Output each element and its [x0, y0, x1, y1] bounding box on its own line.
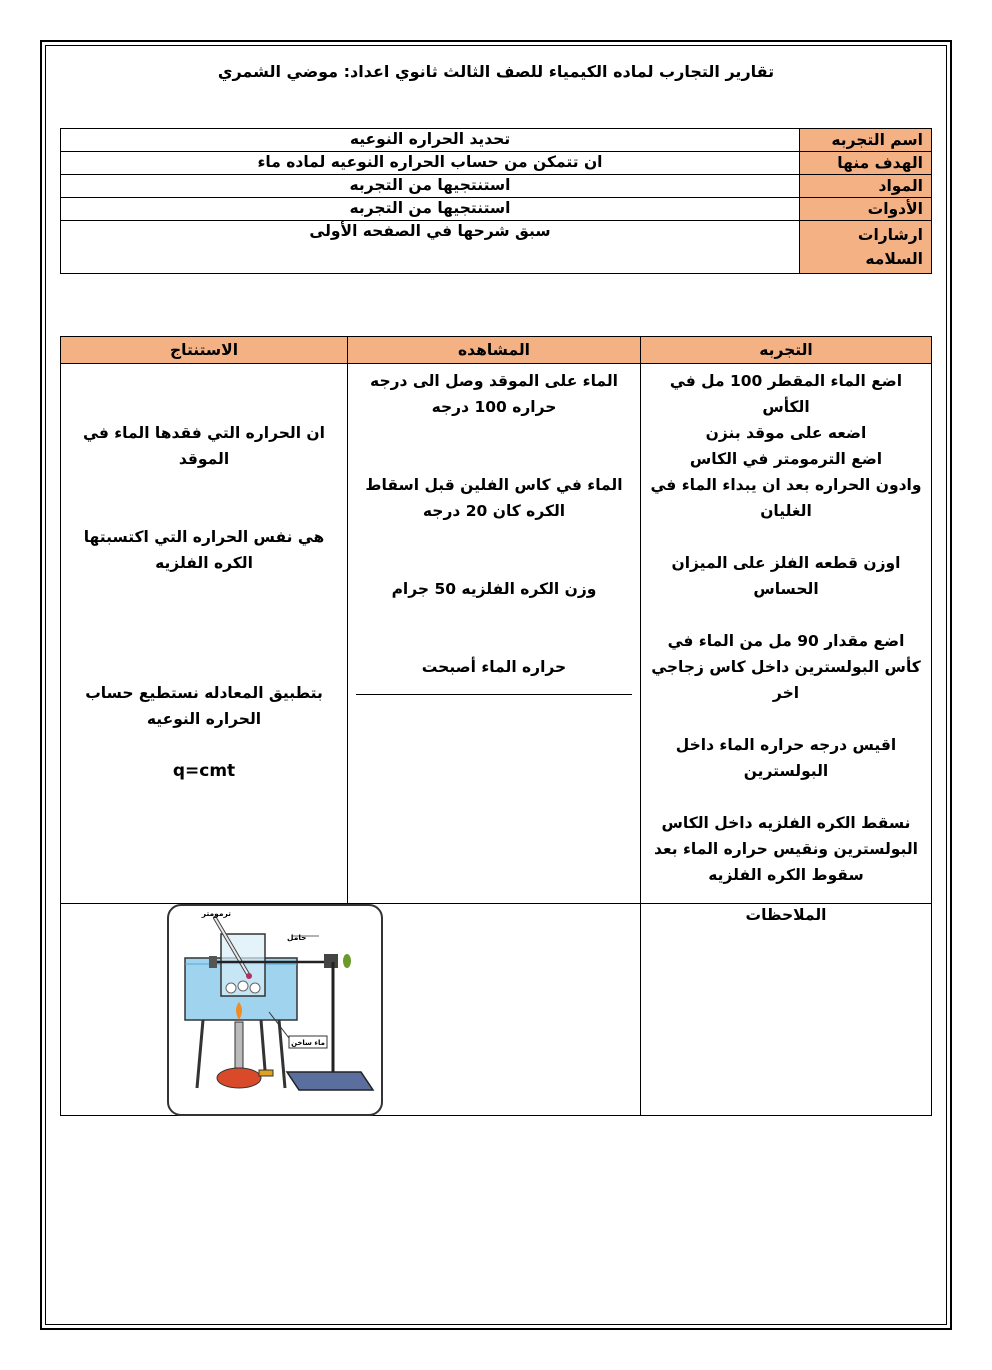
info-value: ان تتمكن من حساب الحراره النوعيه لماده ماء [61, 152, 800, 175]
step: نسقط الكره الفلزيه داخل الكاس البولسترين ونقيس حراره الماء بعد سقوط الكره الفلزيه [654, 814, 918, 884]
water-label: ماء ساخن [291, 1039, 325, 1047]
stand-base [287, 1072, 373, 1090]
step: اوزن قطعه الفلز على الميزان الحساس [671, 554, 901, 598]
info-row [61, 221, 932, 274]
thermometer-label: ترمومتر [201, 909, 231, 918]
conclusion: بتطبيق المعادله نستطيع حساب الحراره النوعيه [85, 684, 323, 728]
holder-label: حامل [287, 933, 307, 942]
page-title: تقارير التجارب لماده الكيمياء للصف الثالث ثانوي اعداد: موضي الشمري [217, 62, 775, 81]
apparatus-figure [167, 904, 383, 1116]
main-table [60, 336, 932, 1116]
info-row [61, 198, 932, 221]
info-label: اسم التجربه [800, 129, 932, 152]
info-label: الأدوات [800, 198, 932, 221]
answer-line [356, 694, 632, 695]
info-label: ارشارات السلامه [800, 221, 932, 274]
apparatus-illustration [169, 906, 381, 1114]
header-observation: المشاهده [348, 337, 641, 364]
observation: الماء في كاس الفلين قبل اسقاط الكره كان 20 درجه [365, 476, 623, 520]
info-label: المواد [800, 175, 932, 198]
step: اضع الترمومتر في الكاس [689, 450, 883, 468]
observation: وزن الكره الفلزيه 50 جرام [391, 580, 597, 598]
info-label: الهدف منها [800, 152, 932, 175]
info-value: استنتجيها من التجربه [61, 198, 800, 221]
experiment-steps [641, 364, 932, 904]
info-table [60, 128, 932, 274]
info-row [61, 129, 932, 152]
step: اقيس درجه حراره الماء داخل البولسترين [675, 736, 897, 780]
conclusion: هي نفس الحراره التي اكتسبتها الكره الفلزيه [83, 528, 325, 572]
step: اضع مقدار 90 مل من الماء في كأس البولسترين داخل كاس زجاجي اخر [651, 632, 921, 702]
info-value: استنتجيها من التجربه [61, 175, 800, 198]
step: وادون الحراره بعد ان يبداء الماء في الغليان [650, 476, 922, 520]
clamp-icon [324, 954, 338, 968]
observations [348, 364, 641, 904]
header-experiment: التجربه [641, 337, 932, 364]
conclusion: ان الحراره التي فقدها الماء في الموقد [83, 424, 325, 468]
info-row [61, 152, 932, 175]
step: اضعه على موقد بنزن [705, 424, 867, 442]
conclusions [61, 364, 348, 904]
observation: حراره الماء أصبحت [421, 658, 567, 676]
burner-icon [217, 1068, 261, 1088]
notes-label: الملاحظات [641, 904, 932, 1116]
equation: q=cmt [172, 761, 236, 781]
observation: الماء على الموقد وصل الى درجه حراره 100 درجه [370, 372, 618, 416]
info-value: سبق شرحها في الصفحه الأولى [61, 221, 800, 274]
info-row [61, 175, 932, 198]
figure-cell [61, 904, 641, 1116]
header-conclusion: الاستنتاج [61, 337, 348, 364]
step: اضع الماء المقطر 100 مل في الكأس [669, 372, 903, 416]
info-value: تحديد الحراره النوعيه [61, 129, 800, 152]
